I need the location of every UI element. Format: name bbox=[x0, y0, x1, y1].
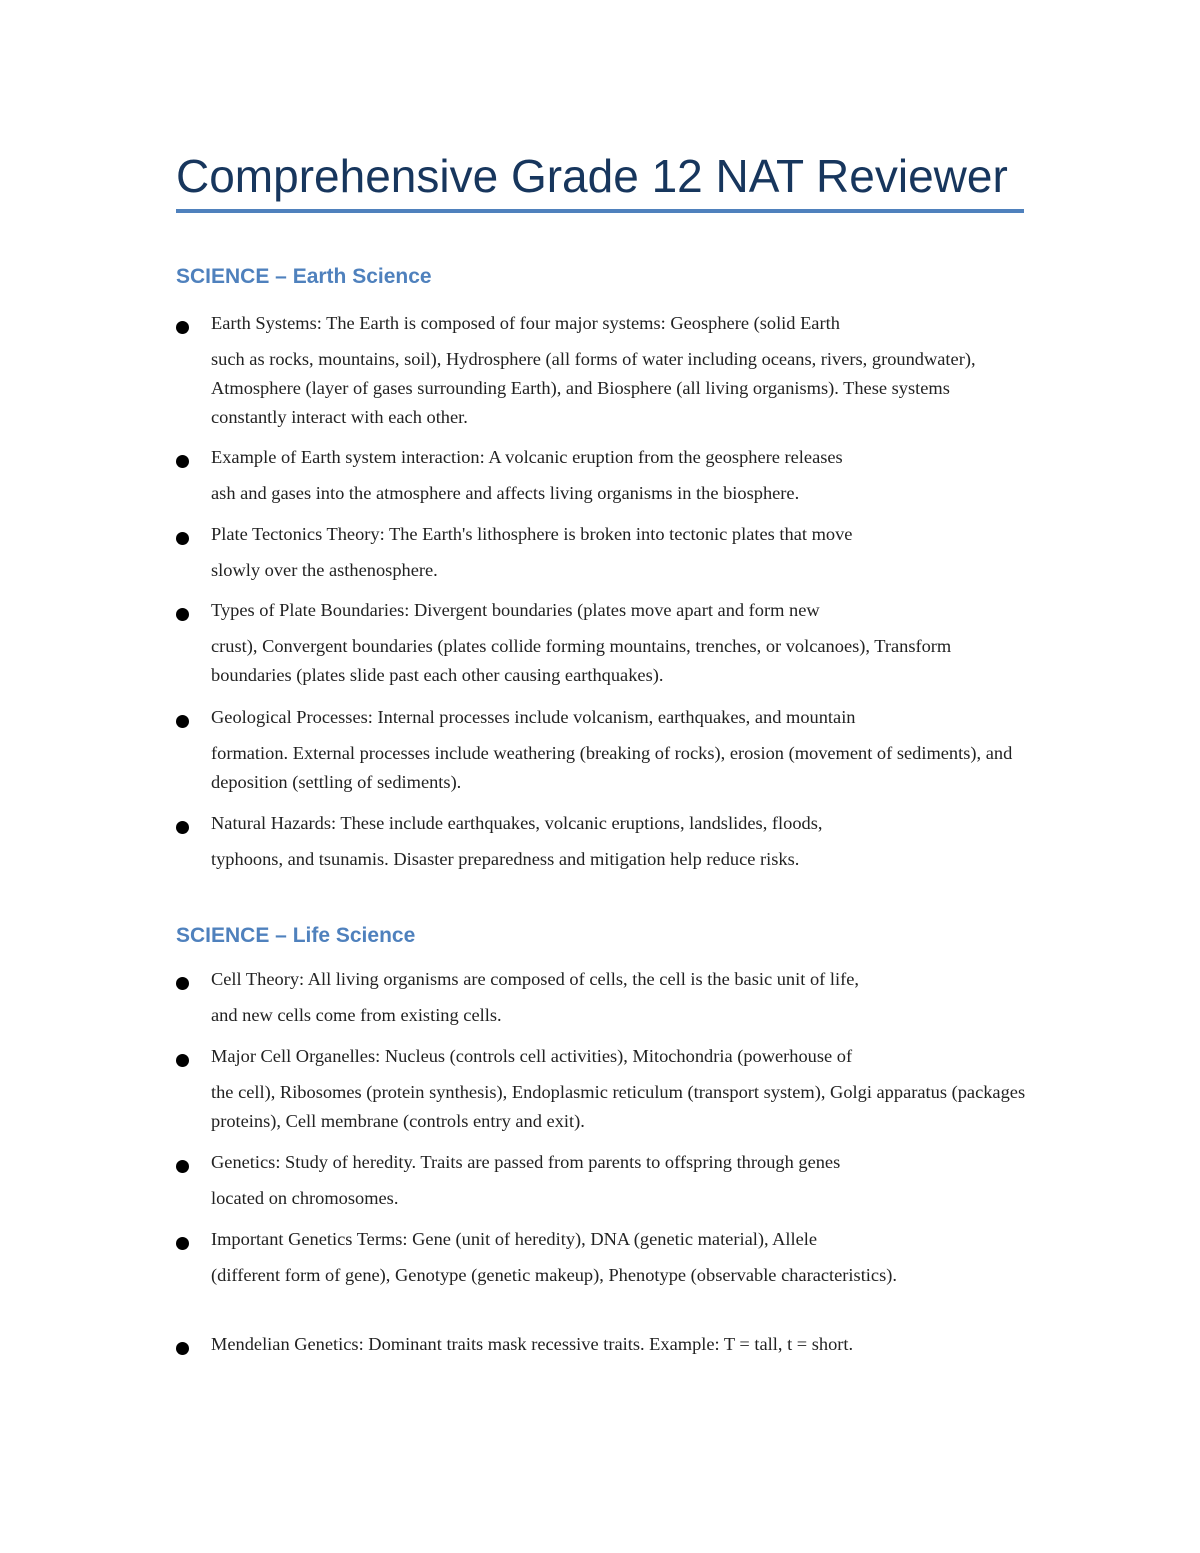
list-item-continuation: typhoons, and tsunamis. Disaster preparedness and mitigation help reduce risks. bbox=[211, 849, 800, 869]
list-item-first-line: Genetics: Study of heredity. Traits are passed from parents to offspring through genes bbox=[211, 1152, 841, 1172]
list-item-first-line: Plate Tectonics Theory: The Earth's lithosphere is broken into tectonic plates that move bbox=[211, 524, 853, 544]
list-item-text bbox=[211, 596, 1026, 690]
list-item-continuation: located on chromosomes. bbox=[211, 1188, 399, 1208]
bullet-dot-icon bbox=[176, 1160, 189, 1173]
list-item-text bbox=[211, 1330, 1026, 1366]
list-item-text bbox=[211, 520, 1026, 585]
section-heading: SCIENCE – Life Science bbox=[176, 924, 416, 947]
list-item-first-line: Cell Theory: All living organisms are composed of cells, the cell is the basic unit of life, bbox=[211, 969, 859, 989]
list-item-first-line: Mendelian Genetics: Dominant traits mask recessive traits. Example: T = tall, t = short. bbox=[211, 1334, 854, 1354]
list-item-text bbox=[211, 309, 1026, 432]
list-item-first-line: Natural Hazards: These include earthquakes, volcanic eruptions, landslides, floods, bbox=[211, 813, 823, 833]
bullet-dot-icon bbox=[176, 455, 189, 468]
section-heading: SCIENCE – Earth Science bbox=[176, 265, 432, 288]
bullet-dot-icon bbox=[176, 977, 189, 990]
bullet-dot-icon bbox=[176, 715, 189, 728]
list-item-first-line: Geological Processes: Internal processes include volcanism, earthquakes, and mountain bbox=[211, 707, 856, 727]
bullet-dot-icon bbox=[176, 1237, 189, 1250]
bullet-dot-icon bbox=[176, 821, 189, 834]
bullet-dot-icon bbox=[176, 532, 189, 545]
bullet-dot-icon bbox=[176, 608, 189, 621]
list-item-first-line: Major Cell Organelles: Nucleus (controls cell activities), Mitochondria (powerhouse of bbox=[211, 1046, 853, 1066]
list-item-first-line: Types of Plate Boundaries: Divergent boundaries (plates move apart and form new bbox=[211, 600, 820, 620]
list-item-continuation: and new cells come from existing cells. bbox=[211, 1005, 502, 1025]
list-item-text bbox=[211, 703, 1026, 797]
list-item-continuation: ash and gases into the atmosphere and affects living organisms in the biosphere. bbox=[211, 483, 800, 503]
list-item-first-line: Example of Earth system interaction: A volcanic eruption from the geosphere releases bbox=[211, 447, 843, 467]
list-item-text bbox=[211, 1042, 1026, 1136]
list-item-text bbox=[211, 809, 1026, 874]
list-item-continuation: slowly over the asthenosphere. bbox=[211, 560, 438, 580]
list-item-first-line: Important Genetics Terms: Gene (unit of heredity), DNA (genetic material), Allele bbox=[211, 1229, 818, 1249]
title-underline-rule bbox=[176, 209, 1024, 213]
list-item-continuation: such as rocks, mountains, soil), Hydrosphere (all forms of water including oceans, rivers, groundwater), Atmosphere (layer of gases surrounding Earth), and Biosphere (all living organisms). These systems constantly interact with each other. bbox=[211, 349, 976, 427]
list-item-first-line: Earth Systems: The Earth is composed of four major systems: Geosphere (solid Earth bbox=[211, 313, 840, 333]
list-item-continuation: formation. External processes include weathering (breaking of rocks), erosion (movement of sediments), and deposition (settling of sediments). bbox=[211, 743, 1013, 792]
list-item-text bbox=[211, 965, 1026, 1030]
list-item-text bbox=[211, 1225, 1026, 1290]
bullet-dot-icon bbox=[176, 1054, 189, 1067]
document-title: Comprehensive Grade 12 NAT Reviewer bbox=[176, 150, 1008, 202]
list-item-text bbox=[211, 1148, 1026, 1213]
list-item-continuation: the cell), Ribosomes (protein synthesis), Endoplasmic reticulum (transport system), Golgi apparatus (packages proteins), Cell membrane (controls entry and exit). bbox=[211, 1082, 1026, 1131]
bullet-dot-icon bbox=[176, 1342, 189, 1355]
list-item-text bbox=[211, 443, 1026, 508]
list-item-continuation: crust), Convergent boundaries (plates collide forming mountains, trenches, or volcanoes), Transform boundaries (plates slide past each other causing earthquakes). bbox=[211, 636, 952, 685]
bullet-dot-icon bbox=[176, 321, 189, 334]
list-item-continuation: (different form of gene), Genotype (genetic makeup), Phenotype (observable characteristics). bbox=[211, 1265, 897, 1285]
